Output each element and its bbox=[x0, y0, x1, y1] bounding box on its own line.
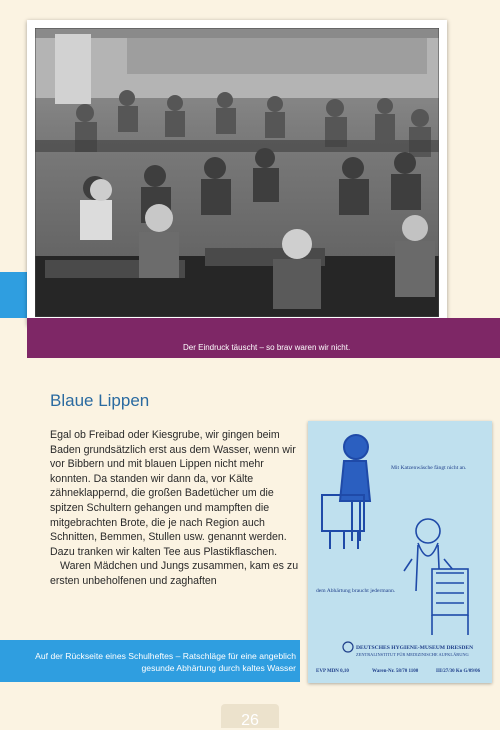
classroom-photo-illustration bbox=[35, 28, 439, 317]
blue-side-tab bbox=[0, 272, 27, 318]
photo-caption-band bbox=[27, 318, 500, 358]
classroom-photo bbox=[35, 28, 439, 317]
booklet-code-1: EVP MDN 0,10 bbox=[316, 669, 349, 674]
booklet-text-middle: dem Abhärtung braucht jedermann. bbox=[316, 588, 396, 594]
article-paragraph-2: Waren Mädchen und Jungs zusammen, kam es zu ersten unbeholfenen und zaghaften bbox=[50, 560, 299, 587]
booklet-publisher-sub: ZENTRALINSTITUT FÜR MEDIZINISCHE AUFKLÄRUNG bbox=[356, 652, 469, 657]
classroom-photo-frame bbox=[27, 20, 447, 325]
booklet-illustration bbox=[308, 421, 492, 683]
booklet-code-3: III/27/30 Ko G/09/06 bbox=[436, 669, 481, 674]
booklet-text-top: Mit Katzenwäsche fängt nicht an. bbox=[391, 465, 467, 471]
booklet-code-2: Waren-Nr. 58/70 1100 bbox=[372, 669, 419, 674]
booklet-publisher: DEUTSCHES HYGIENE-MUSEUM DRESDEN bbox=[356, 645, 474, 651]
page-number: 26 bbox=[241, 712, 259, 729]
booklet-caption: Auf der Rückseite eines Schulheftes – Ratschläge für eine angeblich gesunde Abhärtung durch kaltes Wasser bbox=[35, 651, 296, 673]
article-heading: Blaue Lippen bbox=[50, 391, 150, 410]
article-paragraph-1: Egal ob Freibad oder Kiesgrube, wir gingen beim Baden grundsätzlich erst aus dem Wasser, wenn wir vor Bibbern und mit blauen Lippen nicht mehr konnten. Da standen wir dann da, vor Kälte zähneklappernd, die großen Badetücher um die spitzen Schultern gehangen und mampften die mitgebrachten Brote, die je nach Region auch Schnitten, Bemmen, Stullen usw. genannt werden. Dazu tranken wir kalten Tee aus Plastikflaschen. bbox=[50, 429, 296, 558]
article-body bbox=[50, 428, 302, 589]
booklet-back-cover bbox=[308, 421, 492, 683]
photo-caption: Der Eindruck täuscht – so brav waren wir nicht. bbox=[183, 343, 351, 352]
